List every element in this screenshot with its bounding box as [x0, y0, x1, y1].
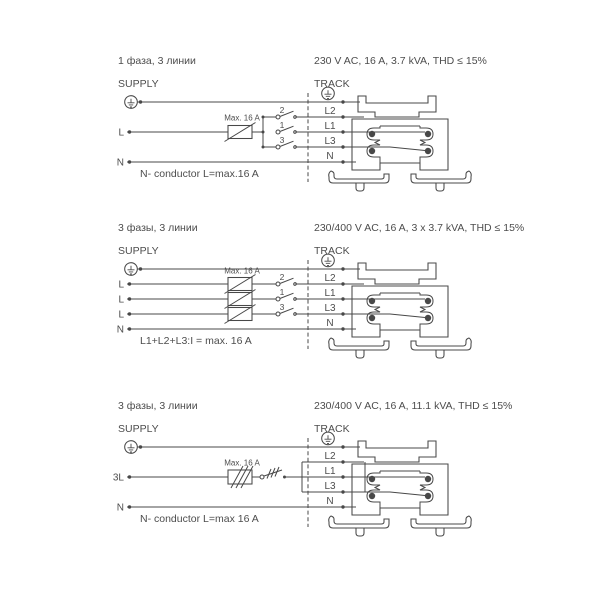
switch-number: 3 [279, 135, 285, 145]
phase-label: L [118, 309, 124, 321]
neutral-label: N [116, 502, 124, 514]
switch-number: 2 [279, 272, 285, 282]
three-pole-switch-icon [260, 467, 286, 479]
neutral-label: N [116, 324, 124, 336]
wire-start-dot [128, 475, 131, 478]
section-title: 3 фазы, 3 линии [118, 400, 198, 412]
section-spec: 230/400 V AC, 16 A, 3 x 3.7 kVA, THD ≤ 15% [314, 222, 525, 234]
fuse-icon [225, 123, 256, 142]
fuse-rating-label: Max. 16 A [224, 113, 260, 123]
switch-number: 2 [279, 105, 285, 115]
branch-dot [262, 146, 265, 149]
track-label: TRACK [314, 78, 350, 90]
branch-dot [262, 131, 265, 134]
switch-number: 1 [279, 287, 285, 297]
neutral-label: N [116, 157, 124, 169]
phase-label: L [118, 279, 124, 291]
conductor-label: N [326, 496, 334, 507]
section-spec: 230/400 V AC, 16 A, 11.1 kVA, THD ≤ 15% [314, 400, 513, 412]
wire-start-dot [128, 297, 131, 300]
supply-label: SUPPLY [118, 78, 159, 90]
conductor-label: L2 [324, 451, 336, 462]
triple-fuse-icon [228, 466, 253, 488]
track-label: TRACK [314, 245, 350, 257]
section-note: L1+L2+L3:I = max. 16 A [140, 335, 252, 347]
conductor-label: N [326, 318, 334, 329]
supply-label: SUPPLY [118, 245, 159, 257]
section-3-phases-3-lines-b [113, 400, 513, 536]
fuse-icon [225, 305, 256, 324]
fuse-icon [225, 275, 256, 294]
branch-dot [262, 116, 265, 119]
phase-label: 3L [112, 472, 124, 484]
fuse-icon [225, 290, 256, 309]
conductor-label: L2 [324, 273, 336, 284]
section-title: 3 фазы, 3 линии [118, 222, 198, 234]
section-note: N- conductor L=max 16 A [140, 513, 259, 525]
conductor-label: L3 [324, 481, 336, 492]
section-spec: 230 V AC, 16 A, 3.7 kVA, THD ≤ 15% [314, 55, 487, 67]
fuse-rating-label: Max. 16 A [224, 266, 260, 276]
section-note: N- conductor L=max.16 A [140, 168, 259, 180]
conductor-label: N [326, 151, 334, 162]
fuse-rating-label: Max. 16 A [224, 458, 260, 468]
section-title: 1 фаза, 3 линии [118, 55, 196, 67]
conductor-label: L2 [324, 106, 336, 117]
section-3-phases-3-lines-a [117, 222, 524, 358]
phase-wiring [127, 284, 276, 314]
wire-start-dot [128, 312, 131, 315]
conductor-label: L3 [324, 303, 336, 314]
wire-start-dot [128, 130, 131, 133]
phase-label: L [118, 294, 124, 306]
conductor-label: L1 [324, 288, 336, 299]
conductor-label: L1 [324, 466, 336, 477]
wire-start-dot [128, 282, 131, 285]
conductor-label: L1 [324, 121, 336, 132]
track-label: TRACK [314, 423, 350, 435]
switch-number: 1 [279, 120, 285, 130]
supply-label: SUPPLY [118, 423, 159, 435]
switch-number: 3 [279, 302, 285, 312]
section-1-phase-3-lines [117, 55, 487, 191]
conductor-label: L3 [324, 136, 336, 147]
phase-label: L [118, 127, 124, 139]
